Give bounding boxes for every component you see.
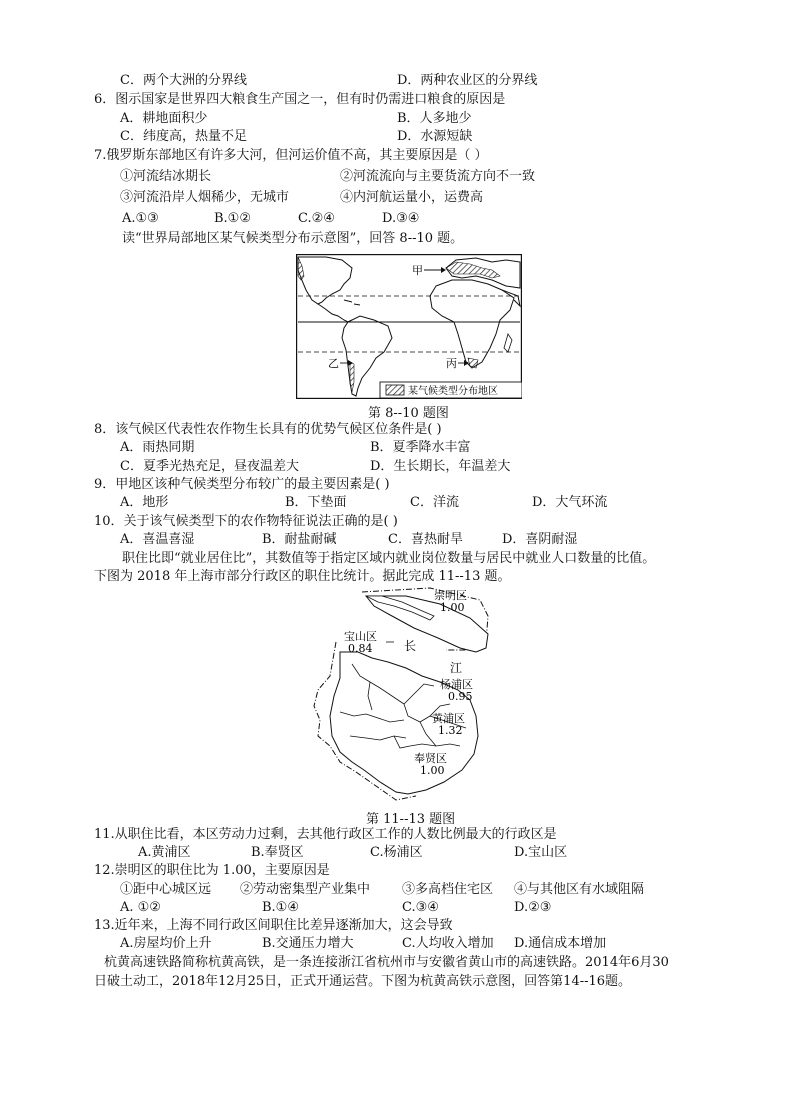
climate-map-figure: [296, 254, 522, 399]
paragraph-jobs-housing-2: 下图为 2018 年上海市部分行政区的职住比统计。据此完成 11--13 题。: [94, 569, 511, 584]
q11-option-d: D.宝山区: [514, 845, 568, 860]
question-13: 13.近年来，上海不同行政区间职住比差异逐渐加大，这会导致: [94, 918, 453, 933]
q10-option-c: C．喜热耐旱: [388, 532, 463, 547]
paragraph-jobs-housing-1: 职住比即“就业居住比”，其数值等于指定区域内就业岗位数量与居民中就业人口数量的比值。: [122, 551, 656, 566]
q7-statement-1: ①河流结冰期长: [120, 169, 212, 184]
q8-option-d: D．生长期长，年温差大: [370, 459, 511, 474]
q12-statement-2: ②劳动密集型产业集中: [240, 882, 371, 897]
read-instruction-8-10: 读“世界局部地区某气候类型分布示意图”，回答 8--10 题。: [122, 231, 464, 246]
q7-statement-4: ④内河航运量小，运费高: [340, 190, 484, 205]
question-12: 12.崇明区的职住比为 1.00，主要原因是: [94, 863, 330, 878]
q7-option-b: B.①②: [214, 211, 251, 226]
q7-statement-2: ②河流流向与主要货流方向不一致: [340, 169, 536, 184]
q12-option-d: D.②③: [514, 900, 552, 915]
district-ratio-chongming: 1.00: [440, 601, 465, 614]
label-bing: 丙: [446, 357, 457, 370]
q8-option-a: A．雨热同期: [120, 440, 195, 455]
district-label-yangpu: 杨浦区: [440, 678, 473, 691]
question-10: 10．关于该气候类型下的农作物特征说法正确的是( ): [94, 514, 398, 529]
q7-option-a: A.①③: [122, 211, 159, 226]
district-label-baoshan: 宝山区: [344, 630, 377, 643]
q12-statement-1: ①距中心城区远: [120, 882, 212, 897]
q7-option-c: C.②④: [298, 211, 335, 226]
district-ratio-yangpu: 0.95: [448, 690, 473, 703]
river-label-chang: 长: [404, 639, 417, 653]
label-yi: 乙: [328, 357, 339, 370]
q11-option-c: C.杨浦区: [370, 845, 423, 860]
q13-option-b: B.交通压力增大: [262, 936, 354, 951]
climate-map-svg: [296, 254, 522, 399]
district-ratio-fengxian: 1.00: [420, 764, 445, 777]
q10-option-a: A．喜温喜湿: [120, 532, 195, 547]
q5-option-c: C．两个大洲的分界线: [120, 73, 247, 88]
shanghai-map-svg: [310, 586, 490, 806]
figure-caption-11-13: 第 11--13 题图: [366, 812, 456, 827]
q12-option-c: C.③④: [402, 900, 439, 915]
q10-option-d: D．喜阴耐湿: [502, 532, 578, 547]
q8-option-c: C．夏季光热充足，昼夜温差大: [120, 459, 299, 474]
q13-option-c: C.人均收入增加: [402, 936, 494, 951]
q6-option-b: B．人多地少: [397, 111, 472, 126]
q6-option-a: A．耕地面积少: [120, 111, 208, 126]
q12-statement-4: ④与其他区有水域阻隔: [514, 882, 645, 897]
q5-option-d: D．两种农业区的分界线: [397, 73, 538, 88]
question-9: 9．甲地区该种气候类型分布较广的最主要因素是( ): [94, 477, 390, 492]
q9-option-c: C．洋流: [410, 495, 459, 510]
q7-option-d: D.③④: [382, 211, 420, 226]
chongming-island: [366, 596, 488, 652]
q13-option-d: D.通信成本增加: [514, 936, 607, 951]
q10-option-b: B．耐盐耐碱: [262, 532, 337, 547]
question-11: 11.从职住比看，本区劳动力过剩，去其他行政区工作的人数比例最大的行政区是: [94, 827, 557, 842]
district-ratio-huangpu: 1.32: [438, 724, 463, 737]
q7-statement-3: ③河流沿岸人烟稀少，无城市: [120, 190, 290, 205]
q9-option-a: A．地形: [120, 495, 169, 510]
q12-option-b: B.①④: [262, 900, 299, 915]
district-label-fengxian: 奉贤区: [414, 752, 447, 765]
district-label-huangpu: 黄浦区: [432, 712, 465, 725]
q9-option-d: D．大气环流: [532, 495, 608, 510]
q11-option-a: A.黄浦区: [138, 845, 191, 860]
paragraph-hangzhou-huangshan-2: 日破土动工，2018年12月25日，正式开通运营。下图为杭黄高铁示意图，回答第14--16题。: [94, 974, 632, 989]
paragraph-hangzhou-huangshan-1: 杭黄高速铁路简称杭黄高铁，是一条连接浙江省杭州市与安徽省黄山市的高速铁路。2014年6月30: [104, 955, 669, 970]
river-label-jiang: 江: [450, 661, 463, 675]
q11-option-b: B.奉贤区: [251, 845, 304, 860]
q12-option-a: A. ①②: [120, 900, 161, 915]
q6-option-c: C．纬度高，热量不足: [120, 129, 247, 144]
shanghai-map-figure: [310, 586, 490, 806]
question-6: 6．图示国家是世界四大粮食生产国之一，但有时仍需进口粮食的原因是: [94, 92, 506, 107]
legend-hatch-swatch: [386, 385, 404, 395]
question-8: 8．该气候区代表性农作物生长具有的优势气候区位条件是( ): [94, 422, 442, 437]
q13-option-a: A.房屋均价上升: [120, 936, 212, 951]
figure-caption-8-10: 第 8--10 题图: [368, 406, 449, 421]
label-jia: 甲: [412, 264, 423, 277]
question-7: 7.俄罗斯东部地区有许多大河，但河运价值不高，其主要原因是（ ）: [94, 148, 488, 163]
q8-option-b: B．夏季降水丰富: [370, 440, 471, 455]
q9-option-b: B．下垫面: [285, 495, 347, 510]
district-ratio-baoshan: 0.84: [348, 642, 373, 655]
district-label-chongming: 崇明区: [434, 589, 467, 602]
legend-text: 某气候类型分布地区: [408, 386, 498, 397]
q6-option-d: D．水源短缺: [397, 129, 473, 144]
q12-statement-3: ③多高档住宅区: [402, 882, 494, 897]
